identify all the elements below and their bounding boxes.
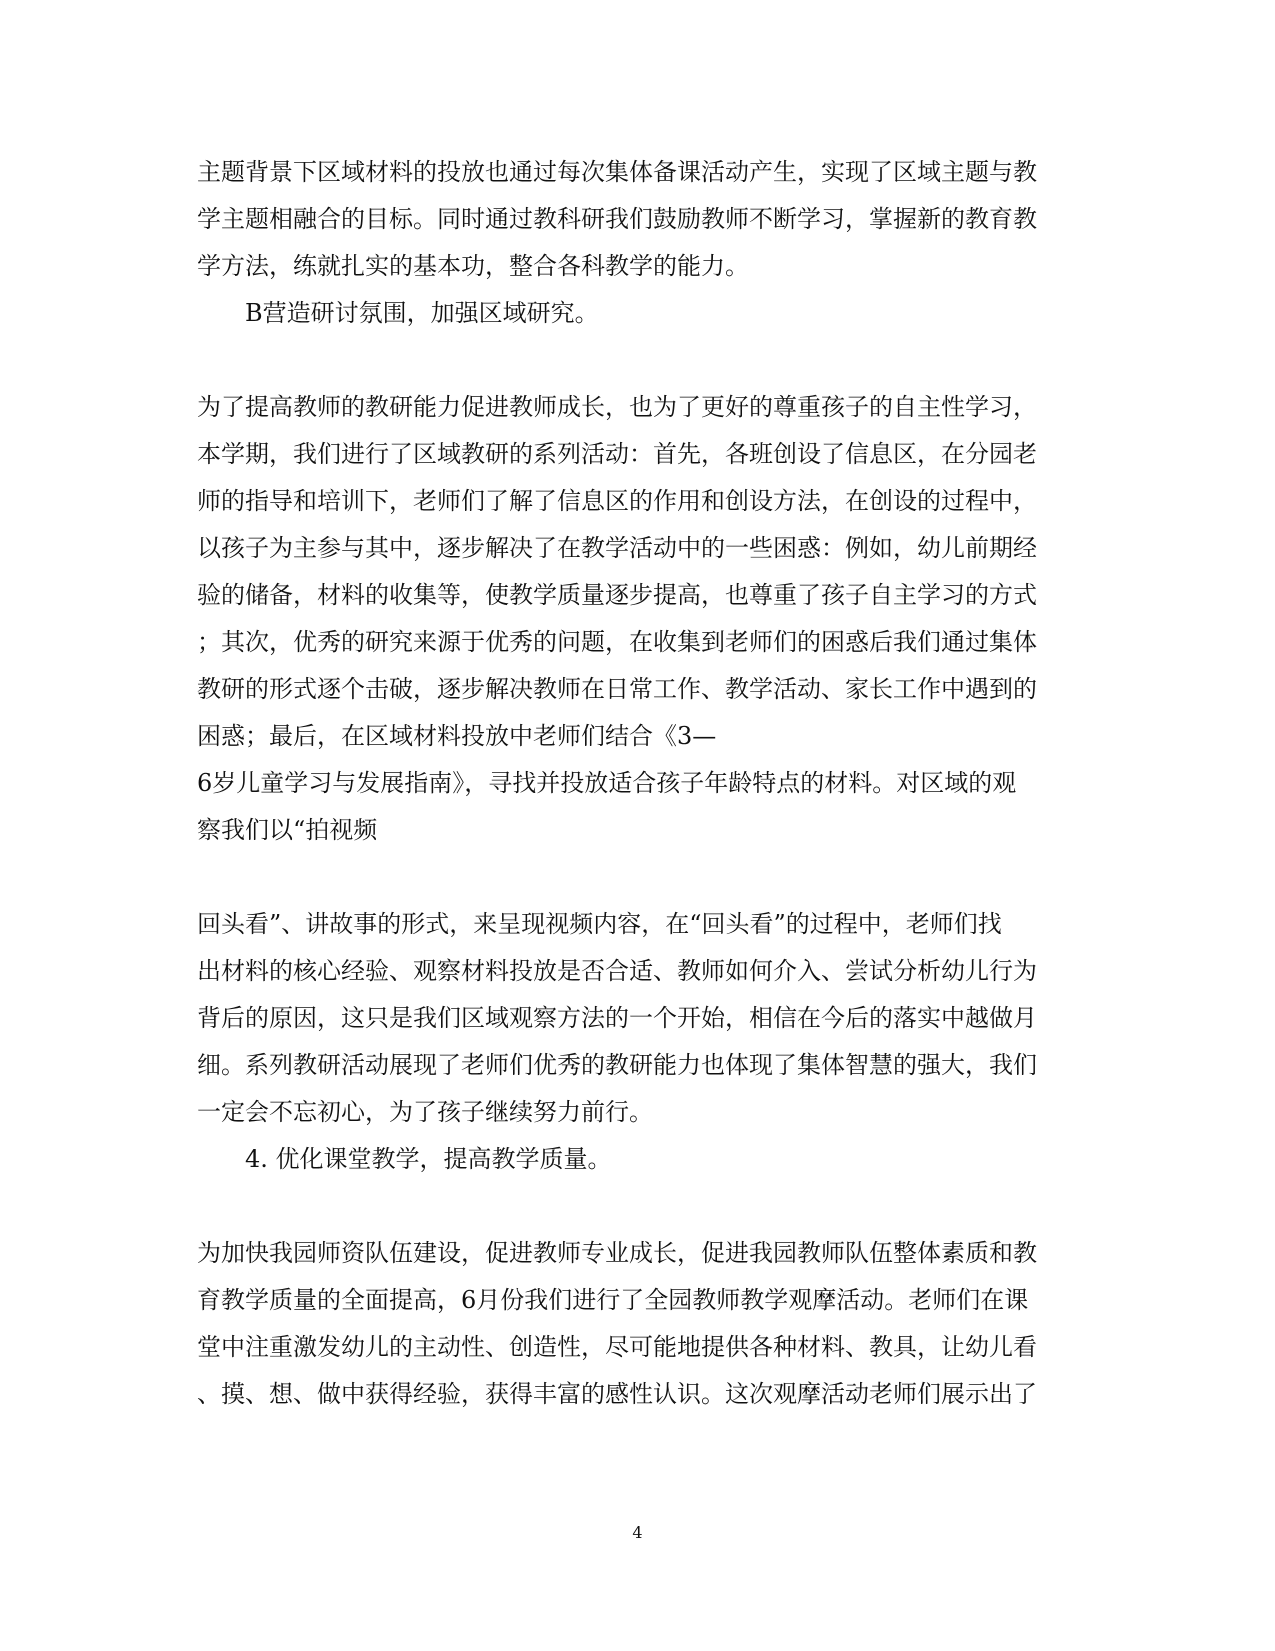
section-heading: 4. 优化课堂教学，提高教学质量。 [245,1145,612,1173]
text-line: 一定会不忘初心，为了孩子继续努力前行。 [197,1098,653,1126]
section-heading: B营造研讨氛围，加强区域研究。 [245,299,599,327]
text-line: 6岁儿童学习与发展指南》，寻找并投放适合孩子年龄特点的材料。对区域的观 [197,769,1017,797]
text-line: 学方法，练就扎实的基本功，整合各科教学的能力。 [197,252,749,280]
text-line: 困惑；最后，在区域材料投放中老师们结合《3— [197,722,717,750]
text-line: 为了提高教师的教研能力促进教师成长，也为了更好的尊重孩子的自主性学习， [197,393,1037,421]
page-number: 4 [632,1523,643,1542]
text-line: 以孩子为主参与其中，逐步解决了在教学活动中的一些困惑：例如，幼儿前期经 [197,534,1037,562]
text-line: 回头看”、讲故事的形式，来呈现视频内容，在“回头看”的过程中，老师们找 [197,910,1002,938]
text-line: 察我们以“拍视频 [197,816,378,844]
text-line: 验的储备，材料的收集等，使教学质量逐步提高，也尊重了孩子自主学习的方式 [197,581,1037,609]
text-line: 为加快我园师资队伍建设，促进教师专业成长，促进我园教师队伍整体素质和教 [197,1239,1037,1267]
text-line: 学主题相融合的目标。同时通过教科研我们鼓励教师不断学习，掌握新的教育教 [197,205,1037,233]
text-line: 师的指导和培训下，老师们了解了信息区的作用和创设方法，在创设的过程中， [197,487,1037,515]
text-line: 教研的形式逐个击破，逐步解决教师在日常工作、教学活动、家长工作中遇到的 [197,675,1037,703]
text-line: ；其次，优秀的研究来源于优秀的问题，在收集到老师们的困惑后我们通过集体 [197,628,1037,656]
text-line: 主题背景下区域材料的投放也通过每次集体备课活动产生，实现了区域主题与教 [197,158,1037,186]
text-line: 背后的原因，这只是我们区域观察方法的一个开始，相信在今后的落实中越做月 [197,1004,1037,1032]
text-line: 育教学质量的全面提高，6月份我们进行了全园教师教学观摩活动。老师们在课 [197,1286,1029,1314]
text-line: 出材料的核心经验、观察材料投放是否合适、教师如何介入、尝试分析幼儿行为 [197,957,1037,985]
text-line: 本学期，我们进行了区域教研的系列活动：首先，各班创设了信息区，在分园老 [197,440,1037,468]
text-line: 细。系列教研活动展现了老师们优秀的教研能力也体现了集体智慧的强大，我们 [197,1051,1037,1079]
text-line: 、摸、想、做中获得经验，获得丰富的感性认识。这次观摩活动老师们展示出了 [197,1380,1037,1408]
text-line: 堂中注重激发幼儿的主动性、创造性，尽可能地提供各种材料、教具，让幼儿看 [197,1333,1037,1361]
